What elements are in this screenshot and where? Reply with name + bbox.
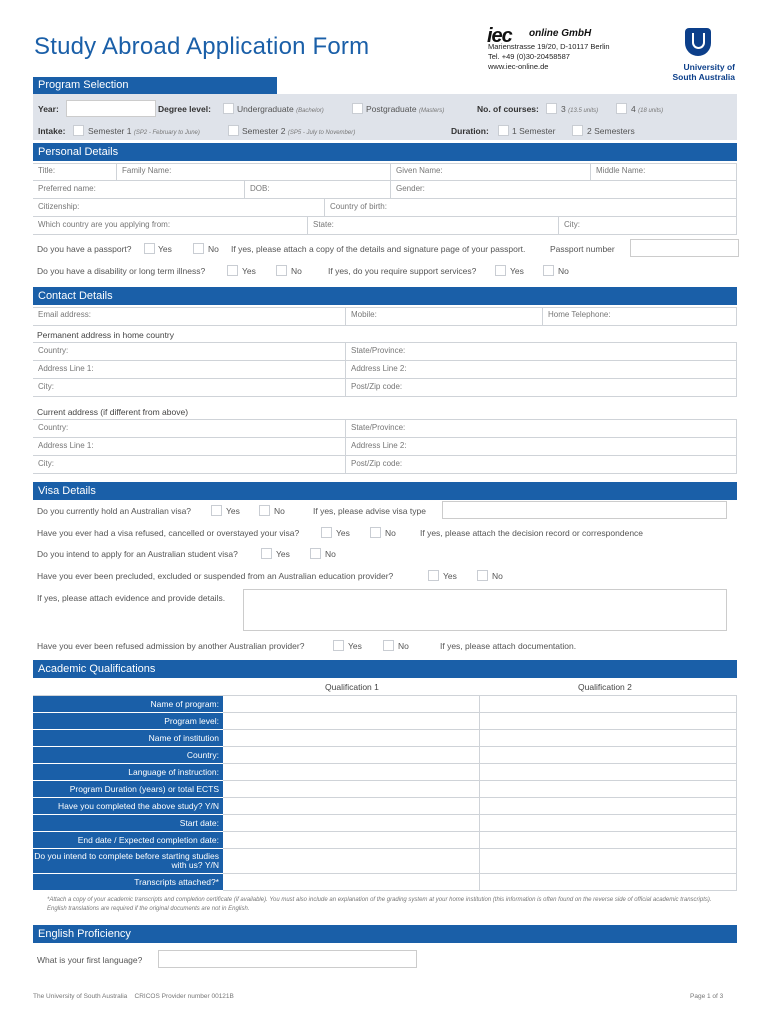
- contact-grid: [33, 307, 737, 327]
- permanent-address-heading: Permanent address in home country: [37, 330, 175, 340]
- qualification-2-cell[interactable]: [480, 764, 737, 781]
- page-number: Page 1 of 3: [690, 993, 724, 1000]
- qualification-2-cell[interactable]: [480, 815, 737, 832]
- visa-q3-yes-checkbox[interactable]: [261, 548, 272, 559]
- qualification-2-cell[interactable]: [480, 874, 737, 891]
- visa-q5-no-checkbox[interactable]: [383, 640, 394, 651]
- visa-q5-no-label: No: [398, 641, 409, 651]
- current-address-grid: [33, 420, 737, 474]
- support-yes-checkbox[interactable]: [495, 265, 506, 276]
- visa-q2-no-checkbox[interactable]: [370, 527, 381, 538]
- semester-2-checkbox[interactable]: [228, 125, 239, 136]
- divider: [33, 695, 737, 696]
- section-header-english: English Proficiency: [33, 925, 737, 943]
- duration-label: Duration:: [451, 126, 489, 136]
- undergrad-note: (Bachelor): [296, 108, 324, 114]
- perm-country-field[interactable]: Country:: [33, 343, 346, 361]
- semester-1-label: Semester 1: [88, 126, 132, 136]
- qualification-2-cell[interactable]: [480, 696, 737, 713]
- qualification-2-cell[interactable]: [480, 713, 737, 730]
- disability-question: Do you have a disability or long term illness?: [37, 266, 206, 276]
- iec-address: Marienstrasse 19/20, D-10117 Berlin: [488, 42, 610, 51]
- qualification-2-cell[interactable]: [480, 730, 737, 747]
- visa-q3-no-checkbox[interactable]: [310, 548, 321, 559]
- undergrad-checkbox[interactable]: [223, 103, 234, 114]
- citizenship-field[interactable]: Citizenship:: [33, 199, 325, 217]
- unisa-name-line1: University of: [683, 62, 735, 72]
- permanent-address-grid: [33, 343, 737, 397]
- disability-no-checkbox[interactable]: [276, 265, 287, 276]
- visa-q2-yes-checkbox[interactable]: [321, 527, 332, 538]
- courses-3-label: 3: [561, 104, 566, 114]
- perm-address-line1-field[interactable]: Address Line 1:: [33, 361, 346, 379]
- postgrad-label: Postgraduate: [366, 104, 417, 114]
- applying-country-field[interactable]: Which country are you applying from:: [33, 217, 308, 235]
- qualification-1-cell[interactable]: [223, 764, 480, 781]
- duration-2-label: 2 Semesters: [587, 126, 635, 136]
- page-title: Study Abroad Application Form: [34, 33, 370, 60]
- passport-no-label: No: [208, 244, 219, 254]
- visa-q1-no-label: No: [274, 506, 285, 516]
- visa-q1: Do you currently hold an Australian visa?: [37, 506, 192, 516]
- city-field[interactable]: City:: [559, 217, 737, 235]
- intake-label: Intake:: [38, 126, 66, 136]
- iec-logo: iec: [487, 25, 512, 47]
- support-question: If yes, do you require support services?: [328, 266, 477, 276]
- disability-yes-checkbox[interactable]: [227, 265, 238, 276]
- curr-address-line1-field[interactable]: Address Line 1:: [33, 438, 346, 456]
- gender-field[interactable]: Gender:: [391, 181, 737, 199]
- academic-row-label: Transcripts attached?*: [33, 874, 223, 891]
- given-name-field[interactable]: Given Name:: [391, 163, 591, 181]
- visa-evidence-textarea[interactable]: [243, 589, 727, 631]
- semester-2-note: (SP5 - July to November): [287, 130, 356, 136]
- visa-q1-yes-label: Yes: [226, 506, 240, 516]
- first-language-question: What is your first language?: [37, 955, 143, 965]
- degree-label: Degree level:: [158, 104, 211, 114]
- visa-q1-no-checkbox[interactable]: [259, 505, 270, 516]
- year-input[interactable]: [66, 100, 156, 117]
- unisa-name-line2: South Australia: [672, 72, 735, 82]
- perm-city-field[interactable]: City:: [33, 379, 346, 397]
- visa-q5-yes-label: Yes: [348, 641, 362, 651]
- undergrad-label: Undergraduate: [237, 104, 294, 114]
- section-header-contact: Contact Details: [33, 287, 737, 305]
- email-field[interactable]: Email address:: [33, 307, 346, 326]
- qualification-1-cell[interactable]: [223, 832, 480, 849]
- visa-q2-yes-label: Yes: [336, 528, 350, 538]
- divider: [33, 163, 737, 164]
- year-label: Year:: [38, 104, 59, 114]
- curr-city-field[interactable]: City:: [33, 456, 346, 474]
- academic-row-label: Language of instruction:: [33, 764, 223, 781]
- visa-q3: Do you intend to apply for an Australian student visa?: [37, 549, 238, 559]
- visa-q3-yes-label: Yes: [276, 549, 290, 559]
- disability-yes-label: Yes: [242, 266, 256, 276]
- unisa-logo-icon: [685, 28, 711, 56]
- passport-yes-label: Yes: [158, 244, 172, 254]
- divider: [33, 307, 737, 308]
- courses-4-label: 4: [631, 104, 636, 114]
- qualification-1-cell[interactable]: [223, 874, 480, 891]
- visa-q4-yes-checkbox[interactable]: [428, 570, 439, 581]
- visa-q2-no-label: No: [385, 528, 396, 538]
- academic-row-label: Program level:: [33, 713, 223, 730]
- qualification-1-cell[interactable]: [223, 849, 480, 874]
- academic-row-label: Have you completed the above study? Y/N: [33, 798, 223, 815]
- qualification-1-cell[interactable]: [223, 696, 480, 713]
- academic-row-label: Name of program:: [33, 696, 223, 713]
- visa-q2: Have you ever had a visa refused, cancelled or overstayed your visa?: [37, 528, 300, 538]
- visa-q1-yes-checkbox[interactable]: [211, 505, 222, 516]
- iec-website: www.iec-online.de: [488, 62, 549, 71]
- qualification-2-cell[interactable]: [480, 849, 737, 874]
- visa-q5-yes-checkbox[interactable]: [333, 640, 344, 651]
- visa-type-input[interactable]: [442, 501, 727, 519]
- perm-state-field[interactable]: State/Province:: [346, 343, 737, 361]
- title-field[interactable]: Title:: [33, 163, 117, 181]
- academic-footnote: *Attach a copy of your academic transcripts and completion certificate (if available). You must also include an explanation of the grading system at your home institution (this information is often found on the reverse side of official academic transcripts). English translations are required if the original documents are not in English.: [47, 897, 712, 912]
- middle-name-field[interactable]: Middle Name:: [591, 163, 737, 181]
- support-yes-label: Yes: [510, 266, 524, 276]
- semester-1-note: (SP2 - February to June): [133, 130, 200, 136]
- qualification-2-cell[interactable]: [480, 832, 737, 849]
- academic-row-label: Do you intend to complete before starting studies with us? Y/N: [33, 849, 223, 874]
- perm-address-line2-field[interactable]: Address Line 2:: [346, 361, 737, 379]
- visa-q4: Have you ever been precluded, excluded or suspended from an Australian education provider?: [37, 571, 394, 581]
- current-address-heading: Current address (if different from above): [37, 407, 189, 417]
- preferred-name-field[interactable]: Preferred name:: [33, 181, 245, 199]
- duration-2-checkbox[interactable]: [572, 125, 583, 136]
- academic-row-label: Name of institution: [33, 730, 223, 747]
- first-language-input[interactable]: [158, 950, 417, 968]
- academic-row-label: End date / Expected completion date:: [33, 832, 223, 849]
- curr-state-field[interactable]: State/Province:: [346, 420, 737, 438]
- duration-1-checkbox[interactable]: [498, 125, 509, 136]
- section-header-program: Program Selection: [33, 77, 277, 94]
- passport-number-input[interactable]: [630, 239, 739, 257]
- visa-q4-no-checkbox[interactable]: [477, 570, 488, 581]
- qualification-1-cell[interactable]: [223, 730, 480, 747]
- visa-q5-note: If yes, please attach documentation.: [440, 641, 577, 651]
- visa-q3-no-label: No: [325, 549, 336, 559]
- visa-q4-note: If yes, please attach evidence and provide details.: [37, 593, 226, 603]
- visa-q4-no-label: No: [492, 571, 503, 581]
- visa-q4-yes-label: Yes: [443, 571, 457, 581]
- qualification-2-cell[interactable]: [480, 747, 737, 764]
- perm-postcode-field[interactable]: Post/Zip code:: [346, 379, 737, 397]
- iec-phone: Tel. +49 (0)30-20458587: [488, 52, 570, 61]
- country-of-birth-field[interactable]: Country of birth:: [325, 199, 737, 217]
- passport-yes-checkbox[interactable]: [144, 243, 155, 254]
- dob-field[interactable]: DOB:: [245, 181, 391, 199]
- qualification-2-cell[interactable]: [480, 798, 737, 815]
- academic-row-label: Country:: [33, 747, 223, 764]
- personal-grid: [33, 163, 737, 235]
- curr-country-field[interactable]: Country:: [33, 420, 346, 438]
- section-header-academic: Academic Qualifications: [33, 660, 737, 678]
- curr-address-line2-field[interactable]: Address Line 2:: [346, 438, 737, 456]
- visa-q5: Have you ever been refused admission by another Australian provider?: [37, 641, 305, 651]
- footer-left: The University of South Australia CRICOS Provider number 00121B: [33, 993, 234, 1000]
- state-field[interactable]: State:: [308, 217, 559, 235]
- passport-no-checkbox[interactable]: [193, 243, 204, 254]
- semester-2-label: Semester 2: [242, 126, 286, 136]
- visa-q2-note: If yes, please attach the decision record or correspondence: [420, 528, 644, 538]
- courses-4-note: (18 units): [638, 108, 664, 114]
- semester-1-checkbox[interactable]: [73, 125, 84, 136]
- courses-4-checkbox[interactable]: [616, 103, 627, 114]
- qualification-1-cell[interactable]: [223, 815, 480, 832]
- disability-no-label: No: [291, 266, 302, 276]
- section-header-personal: Personal Details: [33, 143, 737, 161]
- passport-question: Do you have a passport?: [37, 244, 132, 254]
- duration-1-label: 1 Semester: [512, 126, 556, 136]
- support-no-checkbox[interactable]: [543, 265, 554, 276]
- qualification-2-heading: Qualification 2: [578, 682, 632, 692]
- postgrad-checkbox[interactable]: [352, 103, 363, 114]
- courses-3-checkbox[interactable]: [546, 103, 557, 114]
- qualification-1-cell[interactable]: [223, 713, 480, 730]
- iec-online-text: online GmbH: [529, 28, 592, 39]
- passport-number-label: Passport number: [550, 244, 615, 254]
- qualification-1-cell[interactable]: [223, 781, 480, 798]
- support-no-label: No: [558, 266, 569, 276]
- home-telephone-field[interactable]: Home Telephone:: [543, 307, 737, 326]
- qualification-1-heading: Qualification 1: [325, 682, 379, 692]
- courses-label: No. of courses:: [477, 104, 539, 114]
- family-name-field[interactable]: Family Name:: [117, 163, 391, 181]
- academic-row-label: Start date:: [33, 815, 223, 832]
- qualification-1-cell[interactable]: [223, 798, 480, 815]
- visa-q1-note: If yes, please advise visa type: [313, 506, 426, 516]
- qualification-2-cell[interactable]: [480, 781, 737, 798]
- qualification-1-cell[interactable]: [223, 747, 480, 764]
- curr-postcode-field[interactable]: Post/Zip code:: [346, 456, 737, 474]
- passport-note: If yes, please attach a copy of the details and signature page of your passport.: [231, 244, 526, 254]
- courses-3-note: (13.5 units): [568, 108, 599, 114]
- section-header-visa: Visa Details: [33, 482, 737, 500]
- academic-row-label: Program Duration (years) or total ECTS: [33, 781, 223, 798]
- postgrad-note: (Masters): [418, 108, 445, 114]
- mobile-field[interactable]: Mobile:: [346, 307, 543, 326]
